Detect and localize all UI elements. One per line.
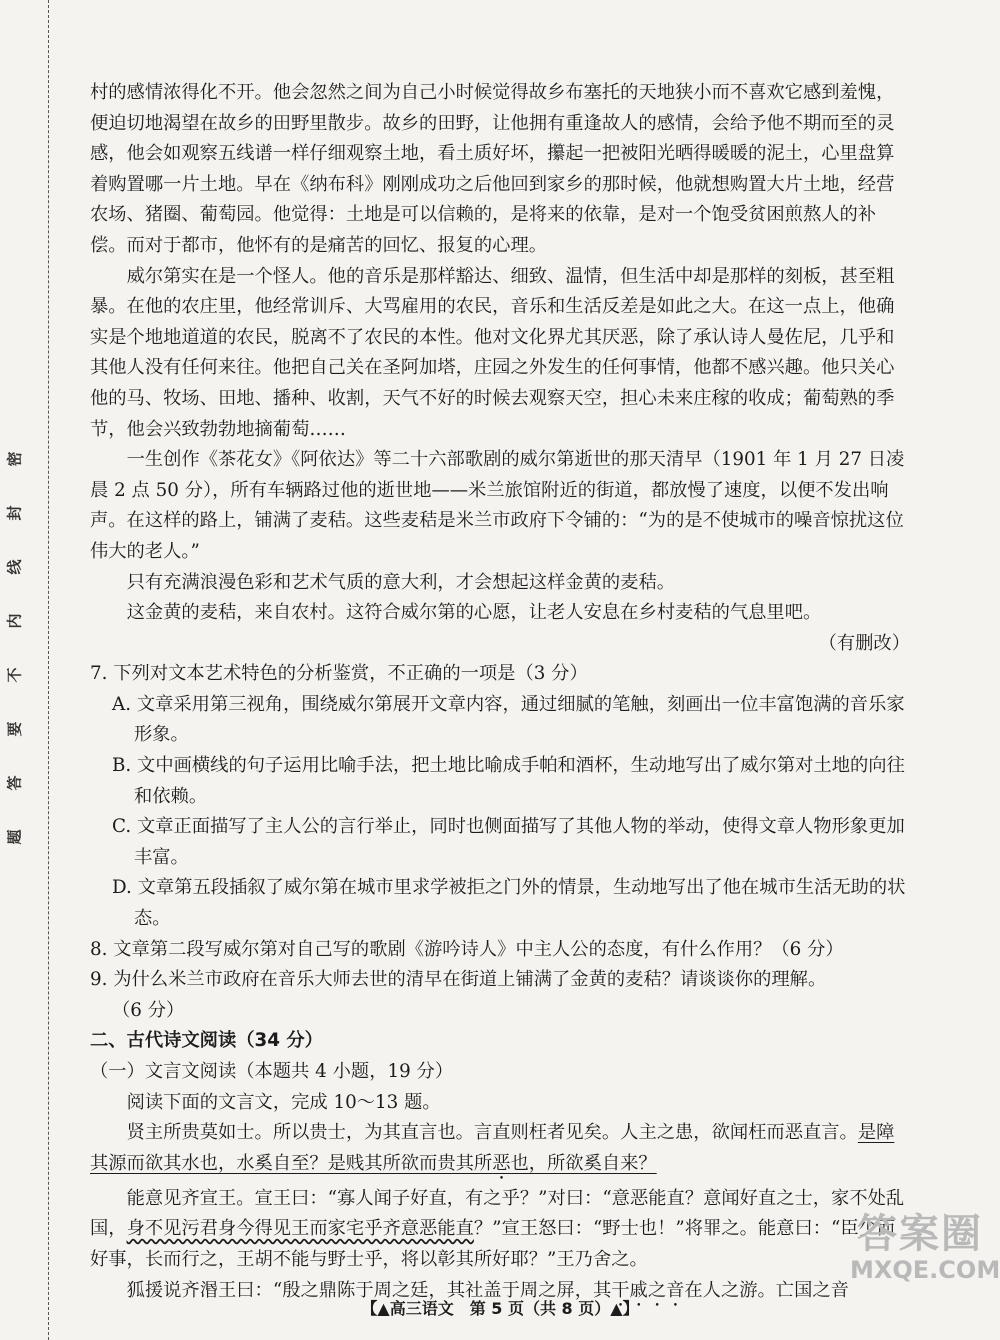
dotted-word: 干戚之音 <box>611 1279 685 1301</box>
watermark-sub: MXQE.COM <box>850 1256 1000 1284</box>
seal-char: 不 <box>5 667 24 683</box>
question-8: 8. 文章第二段写威尔第对自己写的歌剧《游吟诗人》中主人公的态度，有什么作用？（6 分） <box>90 938 844 960</box>
classical-text: 狐援说齐湣王曰：“殷之鼎陈于周之廷，其社盖于周之屏，其 <box>126 1279 612 1301</box>
passage-paragraph: 只有充满浪漫色彩和艺术气质的意大利，才会想起这样金黄的麦秸。 <box>126 571 676 593</box>
question-9-score: （6 分） <box>112 999 185 1021</box>
classical-paragraph <box>90 1184 910 1276</box>
question-7-option-c: C. 文章正面描写了主人公的言行举止，同时也侧面描写了其他人物的举动，使得文章人物形象更加丰富。 <box>112 816 905 868</box>
page-content <box>90 78 910 1311</box>
classical-paragraph <box>90 1118 910 1184</box>
wavy-underlined-sentence: 身不见污君身今得见王而家宅乎齐意恶能直 <box>126 1218 474 1240</box>
seal-char: 密 <box>5 451 24 467</box>
seal-char: 要 <box>5 721 24 737</box>
classical-text: 能意见齐宣王。宣王曰：“寡人闻子好直，有之乎？”对曰：“意恶能直？意闻好直之士，家不处乱国， <box>90 1187 905 1240</box>
classical-text: ？”宣王怒曰：“野士也！”将罪之。能意曰：“臣少而好事，长而行之，王胡不能与野士乎，将以彰其所好耶？”王乃舍之。 <box>90 1218 896 1270</box>
underlined-sentence: 也，所欲奚自来？ <box>510 1152 657 1174</box>
seal-char: 内 <box>5 613 24 629</box>
binding-seal-text <box>5 432 48 864</box>
seal-char: 线 <box>5 559 24 575</box>
classical-text: 贤主所贵莫如士。所以贵士，为其直言也。言直则枉者见矣。人主之患，欲闻枉而恶直言。 <box>126 1122 858 1144</box>
section-2-subtitle: （一）文言文阅读（本题共 4 小题，19 分） <box>90 1061 454 1082</box>
seal-char: 题 <box>5 829 24 845</box>
classical-text: 在人之游。亡国之音 <box>684 1279 849 1301</box>
watermark-main: 答案圈 <box>857 1211 983 1257</box>
underlined-sentence: 是障其源而欲其水也，水奚自至？是贱其所欲而贵其所 <box>90 1122 895 1174</box>
section-2-title: 二、古代诗文阅读（34 分） <box>90 1030 323 1052</box>
section-2-instruction: 阅读下面的文言文，完成 10～13 题。 <box>126 1091 441 1113</box>
passage-paragraph: 这金黄的麦秸，来自农村。这符合威尔第的心愿，让老人安息在乡村麦秸的气息里吧。 <box>126 602 822 624</box>
question-7-option-a: A. 文章采用第三视角，围绕威尔第展开文章内容，通过细腻的笔触，刻画出一位丰富饱满的音乐家形象。 <box>112 693 905 746</box>
edit-note: （有删改） <box>818 632 910 654</box>
seal-char: 封 <box>5 505 24 521</box>
question-7-option-d: D. 文章第五段插叙了威尔第在城市里求学被拒之门外的情景，生动地写出了他在城市生活无助的状态。 <box>112 877 906 930</box>
passage-paragraph: 村的感情浓得化不开。他会忽然之间为自己小时候觉得故乡布塞托的天地狭小而不喜欢它感到羞愧，便迫切地渴望在故乡的田野里散步。故乡的田野，让他拥有重逢故人的感情，会给予他不期而至的灵感，他会如观察五线谱一样仔细观察土地，看土质好坏，攥起一把被阳光晒得暖暖的泥土，心里盘算着购置哪一片土地。早在《纳布科》刚刚成功之后他回到家乡的那时候，他就想购置大片土地，经营农场、猪圈、葡萄园。他觉得：土地是可以信赖的，是将来的依靠，是对一个饱受贫困煎熬人的补偿。而对于都市，他怀有的是痛苦的回忆、报复的心理。 <box>90 82 895 256</box>
question-7-option-b: B. 文中画横线的句子运用比喻手法，把土地比喻成手帕和酒杯，生动地写出了威尔第对土地的向往和依赖。 <box>112 755 905 807</box>
seal-char: 答 <box>5 775 24 791</box>
page-footer: 【▲高三语文 第 5 页（共 8 页）▲】 <box>361 1299 639 1318</box>
passage-paragraph: 一生创作《茶花女》《阿依达》等二十六部歌剧的威尔第逝世的那天清早（1901 年 1 月 27 日凌晨 2 点 50 分），所有车辆路过他的逝世地——米兰旅馆附近的街道，都放慢了速度，以便不发出响声。在这样的路上，铺满了麦秸。这些麦秸是米兰市政府下令铺的：“为的是不使城市的噪音惊扰这位伟大的老人。” <box>90 449 905 562</box>
watermark-logo <box>850 1211 1000 1284</box>
passage-paragraph: 威尔第实在是一个怪人。他的音乐是那样豁达、细致、温情，但生活中却是那样的刻板，甚至粗暴。在他的农庄里，他经常训斥、大骂雇用的农民，音乐和生活反差是如此之大。在这一点上，他确实是个地地道道的农民，脱离不了农民的本性。他对文化界尤其厌恶，除了承认诗人曼佐尼，几乎和其他人没有任何来往。他把自己关在圣阿加塔，庄园之外发生的任何事情，他都不感兴趣。他只关心他的马、牧场、田地、播种、收割，天气不好的时候去观察天空，担心未来庄稼的收成；葡萄熟的季节，他会兴致勃勃地摘葡萄…… <box>90 265 895 440</box>
dotted-word: 恶 <box>492 1152 511 1174</box>
question-9: 9. 为什么米兰市政府在音乐大师去世的清早在街道上铺满了金黄的麦秸？请谈谈你的理解。 <box>90 969 827 991</box>
question-7-stem: 7. 下列对文本艺术特色的分析鉴赏，不正确的一项是（3 分） <box>90 663 588 685</box>
